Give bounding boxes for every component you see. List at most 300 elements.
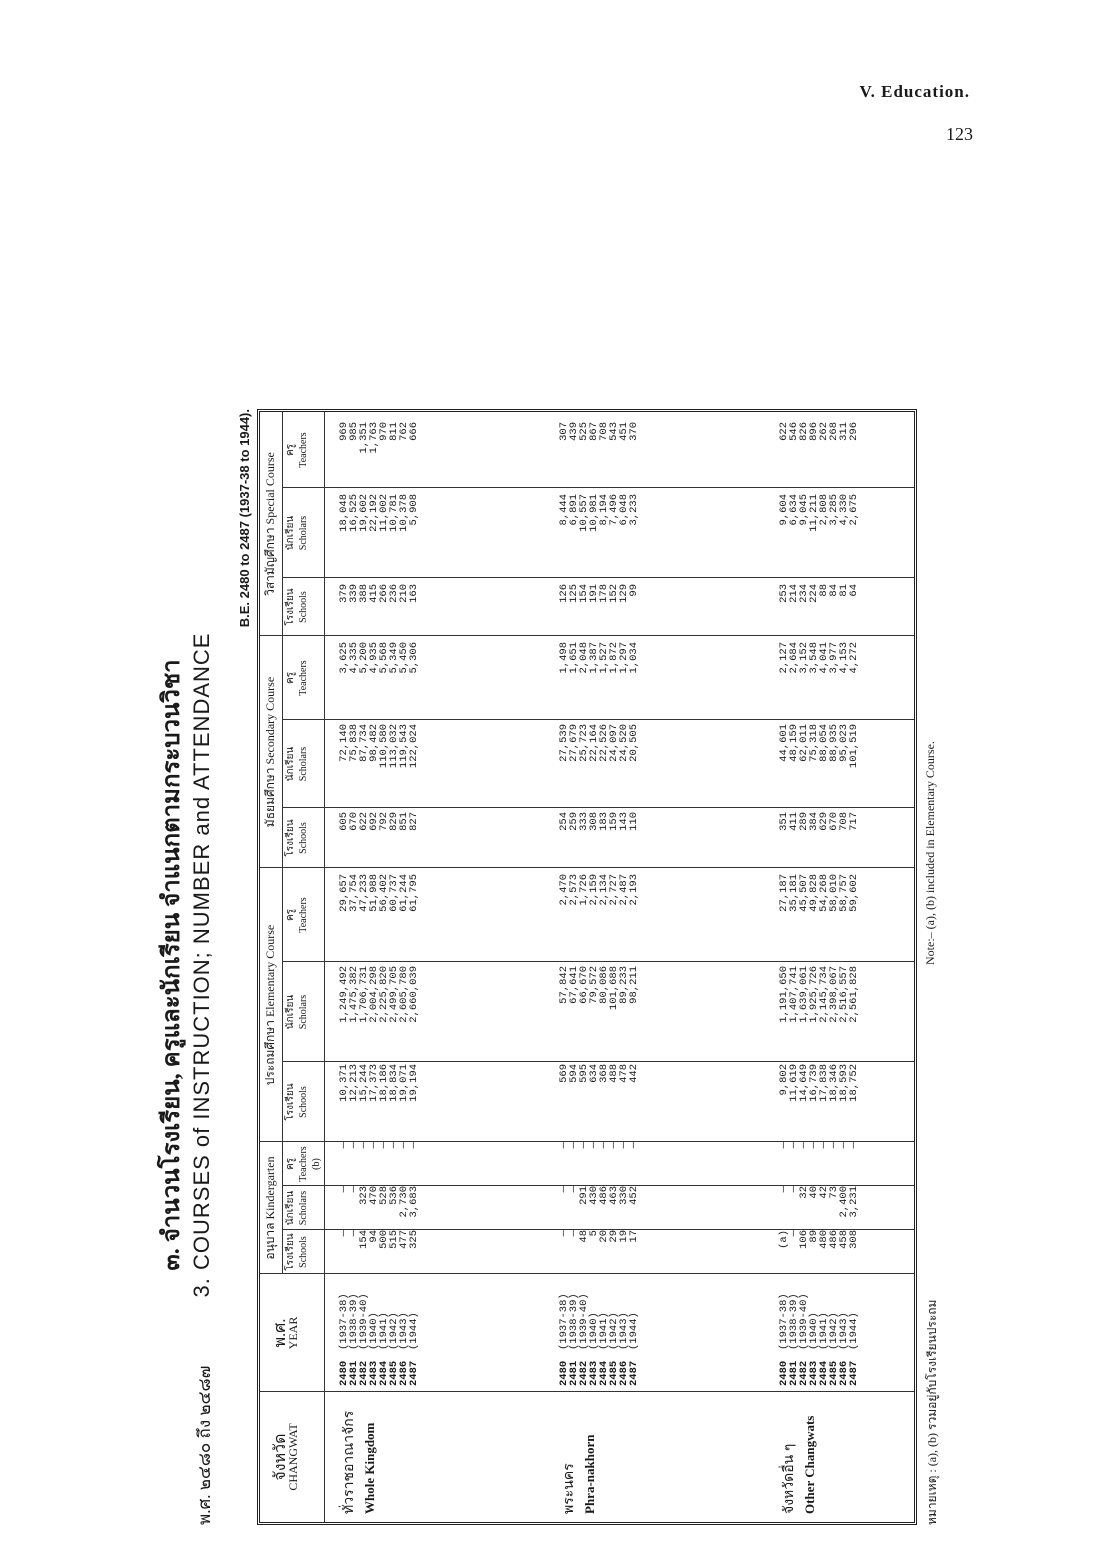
subhead-kg-scholars	[284, 1186, 310, 1230]
cell-se-schools: 259	[568, 812, 580, 831]
cell-el-teachers: 1,726	[578, 874, 590, 906]
cell-se-scholars: 87,734	[358, 724, 370, 762]
subhead-en: Schools	[298, 822, 309, 854]
cell-sp-schools: 99	[628, 584, 640, 597]
cell-kg-schools: 29	[608, 1230, 620, 1243]
cell-sp-teachers: 708	[598, 422, 610, 441]
cell-sp-schools: 152	[608, 584, 620, 603]
cell-kg-schools: 19	[618, 1230, 630, 1243]
cell-sp-teachers: 268	[828, 422, 840, 441]
group-name-th: พระนคร	[562, 1463, 577, 1514]
cell-sp-teachers: 1,351	[358, 422, 370, 454]
cell-se-teachers: 1,527	[598, 642, 610, 674]
cell-kg-schools: 94	[368, 1230, 380, 1243]
cell-el-scholars: 1,475,382	[348, 966, 360, 1023]
year-be: 2483	[368, 1360, 380, 1386]
cell-kg-scholars: —	[788, 1186, 800, 1193]
cell-el-scholars: 57,842	[558, 966, 570, 1004]
cell-sp-schools: 163	[408, 584, 420, 603]
cell-se-schools: 792	[378, 812, 390, 831]
subhead-kg-schools	[284, 1230, 310, 1274]
cell-kg-teachers: —	[358, 1142, 370, 1149]
col-special: วิสามัญศึกษา Special Course	[263, 452, 277, 596]
subhead-en: Scholars	[298, 994, 309, 1030]
cell-el-teachers: 2,470	[558, 874, 570, 906]
year-ad: (1938-39)	[568, 1293, 580, 1350]
cell-se-schools: 110	[628, 812, 640, 831]
cell-sp-scholars: 7,496	[608, 494, 620, 526]
cell-se-scholars: 62,011	[798, 724, 810, 762]
cell-el-scholars: 1,191,650	[778, 966, 790, 1023]
rotated-table-page	[159, 405, 955, 1525]
cell-se-scholars: 88,935	[828, 724, 840, 762]
cell-kg-teachers: —	[338, 1142, 350, 1149]
year-be: 2484	[598, 1360, 610, 1386]
cell-sp-scholars: 10,378	[398, 494, 410, 532]
cell-kg-schools: 106	[798, 1230, 810, 1249]
cell-kg-teachers: —	[788, 1142, 800, 1149]
cell-el-schools: 17,838	[818, 1064, 830, 1102]
col-changwat	[274, 1392, 300, 1522]
cell-el-teachers: 60,737	[388, 874, 400, 912]
cell-se-scholars: 95,023	[838, 724, 850, 762]
cell-kg-scholars: 32	[798, 1186, 810, 1199]
cell-el-scholars: 2,398,067	[828, 966, 840, 1023]
cell-sp-schools: 339	[348, 584, 360, 603]
year-ad: (1939-40)	[578, 1293, 590, 1350]
cell-se-scholars: 24,520	[618, 724, 630, 762]
cell-kg-schools: 5	[588, 1230, 600, 1237]
cell-kg-schools: —	[338, 1230, 350, 1237]
subhead-th: ครู	[285, 1157, 296, 1171]
year-be: 2485	[388, 1360, 400, 1386]
cell-kg-teachers: —	[378, 1142, 390, 1149]
cell-kg-scholars: 3,683	[408, 1186, 420, 1218]
year-be: 2482	[798, 1360, 810, 1386]
cell-kg-scholars: 2,730	[398, 1186, 410, 1218]
cell-el-schools: 10,371	[338, 1064, 350, 1102]
footnote-thai: หมายเหตุ : (a), (b) รวมอยู่กับโรงเรียนประถม	[925, 1299, 939, 1525]
cell-se-schools: 605	[338, 812, 350, 831]
year-ad: (1939-40)	[358, 1293, 370, 1350]
cell-kg-scholars: 463	[608, 1186, 620, 1205]
col-year-th: พ.ศ.	[272, 1318, 289, 1348]
cell-sp-schools: 379	[338, 584, 350, 603]
cell-el-teachers: 2,727	[608, 874, 620, 906]
cell-se-teachers: 1,872	[608, 642, 620, 674]
cell-sp-schools: 388	[358, 584, 370, 603]
cell-kg-teachers: —	[348, 1142, 360, 1149]
cell-kg-scholars: 486	[598, 1186, 610, 1205]
cell-sp-teachers: 826	[798, 422, 810, 441]
year-ad: (1939-40)	[798, 1293, 810, 1350]
cell-sp-teachers: 762	[398, 422, 410, 441]
cell-se-teachers: 2,684	[788, 642, 800, 674]
cell-se-scholars: 27,539	[558, 724, 570, 762]
subhead-b: (b)	[311, 1158, 322, 1170]
cell-el-schools: 634	[588, 1064, 600, 1083]
cell-el-teachers: 27,187	[778, 874, 790, 912]
cell-kg-teachers: —	[828, 1142, 840, 1149]
cell-sp-schools: 88	[818, 584, 830, 597]
cell-sp-scholars: 22,192	[368, 494, 380, 532]
cell-sp-scholars: 16,525	[348, 494, 360, 532]
year-be: 2483	[588, 1360, 600, 1386]
cell-el-schools: 14,649	[798, 1064, 810, 1102]
cell-kg-teachers: —	[398, 1142, 410, 1149]
cell-kg-scholars: 291	[578, 1186, 590, 1205]
cell-el-scholars: 2,561,828	[848, 966, 860, 1023]
cell-sp-schools: 191	[588, 584, 600, 603]
title-thai: ๓. จำนวนโรงเรียน, ครูและนักเรียน จำแนกตามกระบวนวิชา	[159, 659, 185, 1271]
cell-sp-scholars: 8,444	[558, 494, 570, 526]
cell-kg-schools: 154	[358, 1230, 370, 1249]
cell-sp-teachers: 666	[408, 422, 420, 441]
cell-el-teachers: 56,402	[378, 874, 390, 912]
cell-el-teachers: 51,988	[368, 874, 380, 912]
cell-kg-teachers: —	[628, 1142, 640, 1149]
cell-el-scholars: 2,605,780	[398, 966, 410, 1023]
cell-el-schools: 16,739	[808, 1064, 820, 1102]
cell-el-schools: 19,071	[398, 1064, 410, 1102]
cell-sp-teachers: 307	[558, 422, 570, 441]
year-be: 2485	[828, 1360, 840, 1386]
cell-se-teachers: 4,272	[848, 642, 860, 674]
cell-kg-schools: 89	[808, 1230, 820, 1243]
subhead-sp-teachers	[284, 412, 310, 488]
year-ad: (1943)	[618, 1312, 630, 1350]
cell-el-schools: 478	[618, 1064, 630, 1083]
cell-el-scholars: 89,233	[618, 966, 630, 1004]
cell-kg-scholars: 40	[808, 1186, 820, 1199]
year-be: 2482	[358, 1360, 370, 1386]
cell-el-schools: 18,834	[388, 1064, 400, 1102]
cell-kg-schools: 500	[378, 1230, 390, 1249]
cell-se-scholars: 44,601	[778, 724, 790, 762]
cell-sp-schools: 234	[798, 584, 810, 603]
cell-el-schools: 594	[568, 1064, 580, 1083]
cell-el-teachers: 61,244	[398, 874, 410, 912]
cell-se-schools: 289	[798, 812, 810, 831]
cell-sp-teachers: 867	[588, 422, 600, 441]
cell-el-schools: 15,244	[358, 1064, 370, 1102]
cell-el-schools: 18,186	[378, 1064, 390, 1102]
cell-kg-scholars: —	[338, 1186, 350, 1193]
cell-kg-scholars: 3,231	[848, 1186, 860, 1218]
cell-se-schools: 333	[578, 812, 590, 831]
cell-el-schools: 17,373	[368, 1064, 380, 1102]
subhead-th: โรงเรียน	[285, 1083, 296, 1121]
year-be: 2481	[348, 1360, 360, 1386]
year-ad: (1938-39)	[788, 1293, 800, 1350]
col-changwat-en: CHANGWAT	[286, 1423, 300, 1491]
year-be: 2481	[568, 1360, 580, 1386]
cell-se-teachers: 4,335	[348, 642, 360, 674]
cell-sp-schools: 154	[578, 584, 590, 603]
year-range-english: B.E. 2480 to 2487 (1937-38 to 1944).	[237, 409, 252, 628]
year-be: 2486	[838, 1360, 850, 1386]
cell-se-schools: 411	[788, 812, 800, 831]
cell-el-scholars: 98,211	[628, 966, 640, 1004]
cell-se-scholars: 75,318	[808, 724, 820, 762]
subhead-kg-teachers	[284, 1142, 323, 1186]
subhead-en: Teachers	[298, 660, 309, 696]
year-be: 2487	[628, 1360, 640, 1386]
cell-se-schools: 351	[778, 812, 790, 831]
cell-el-scholars: 101,688	[608, 966, 620, 1011]
cell-kg-scholars: 470	[368, 1186, 380, 1205]
cell-se-teachers: 5,306	[408, 642, 420, 674]
year-be: 2480	[338, 1360, 350, 1386]
subhead-th: ครู	[285, 908, 296, 922]
cell-sp-scholars: 2,675	[848, 494, 860, 526]
cell-se-teachers: 1,297	[618, 642, 630, 674]
cell-sp-scholars: 9,604	[778, 494, 790, 526]
cell-sp-schools: 214	[788, 584, 800, 603]
cell-se-teachers: 1,651	[568, 642, 580, 674]
year-be: 2485	[608, 1360, 620, 1386]
cell-kg-teachers: —	[568, 1142, 580, 1149]
cell-se-schools: 143	[618, 812, 630, 831]
cell-el-teachers: 35,181	[788, 874, 800, 912]
cell-se-scholars: 98,482	[368, 724, 380, 762]
cell-kg-teachers: —	[578, 1142, 590, 1149]
col-kindergarten: อนุบาล Kindergarten	[263, 1156, 277, 1260]
cell-sp-teachers: 439	[568, 422, 580, 441]
subhead-th: นักเรียน	[285, 515, 296, 551]
subhead-en: Schools	[298, 1086, 309, 1118]
cell-se-scholars: 22,164	[588, 724, 600, 762]
year-range-thai: พ.ศ. ๒๔๘๐ ถึง ๒๔๘๗	[195, 1365, 214, 1525]
cell-kg-scholars: 330	[618, 1186, 630, 1205]
col-changwat-th: จังหวัด	[272, 1433, 289, 1481]
cell-el-schools: 442	[628, 1064, 640, 1083]
cell-se-scholars: 48,159	[788, 724, 800, 762]
cell-se-schools: 308	[588, 812, 600, 831]
cell-sp-scholars: 18,048	[338, 494, 350, 532]
cell-sp-schools: 266	[378, 584, 390, 603]
cell-kg-scholars: 42	[818, 1186, 830, 1199]
cell-sp-scholars: 6,891	[568, 494, 580, 526]
cell-kg-scholars: —	[568, 1186, 580, 1193]
cell-sp-scholars: 11,211	[808, 494, 820, 532]
cell-el-teachers: 49,828	[808, 874, 820, 912]
subhead-en: Schools	[298, 591, 309, 623]
cell-sp-teachers: 311	[838, 422, 850, 441]
cell-kg-schools: 308	[848, 1230, 860, 1249]
cell-kg-teachers: —	[598, 1142, 610, 1149]
cell-se-teachers: 1,387	[588, 642, 600, 674]
year-ad: (1942)	[388, 1312, 400, 1350]
col-elementary: ประถมศึกษา Elementary Course	[263, 924, 277, 1086]
cell-kg-scholars: 323	[358, 1186, 370, 1205]
cell-kg-scholars: 2,400	[838, 1186, 850, 1218]
year-ad: (1941)	[818, 1312, 830, 1350]
cell-el-teachers: 54,268	[818, 874, 830, 912]
year-ad: (1941)	[378, 1312, 390, 1350]
cell-el-scholars: 79,572	[588, 966, 600, 1004]
cell-se-scholars: 27,679	[568, 724, 580, 762]
subhead-en: Scholars	[298, 746, 309, 782]
subhead-sp-scholars	[284, 488, 310, 578]
cell-sp-schools: 236	[388, 584, 400, 603]
year-be: 2484	[378, 1360, 390, 1386]
cell-kg-teachers: —	[778, 1142, 790, 1149]
cell-el-schools: 19,194	[408, 1064, 420, 1102]
cell-kg-teachers: —	[368, 1142, 380, 1149]
cell-el-scholars: 2,499,705	[388, 966, 400, 1023]
cell-sp-scholars: 6,634	[788, 494, 800, 526]
cell-kg-teachers: —	[388, 1142, 400, 1149]
cell-el-scholars: 1,639,061	[798, 966, 810, 1023]
cell-el-teachers: 59,602	[848, 874, 860, 912]
year-ad: (1940)	[368, 1312, 380, 1350]
cell-sp-teachers: 970	[378, 422, 390, 441]
cell-sp-scholars: 5,908	[408, 494, 420, 526]
cell-sp-schools: 415	[368, 584, 380, 603]
cell-se-teachers: 2,127	[778, 642, 790, 674]
cell-sp-scholars: 10,557	[578, 494, 590, 532]
cell-sp-schools: 84	[828, 584, 840, 597]
cell-sp-schools: 64	[848, 584, 860, 597]
subhead-el-teachers	[284, 868, 310, 962]
cell-sp-schools: 126	[558, 584, 570, 603]
cell-kg-teachers: —	[838, 1142, 850, 1149]
cell-kg-scholars: 452	[628, 1186, 640, 1205]
cell-se-teachers: 5,200	[358, 642, 370, 674]
cell-se-scholars: 20,505	[628, 724, 640, 762]
cell-el-teachers: 61,795	[408, 874, 420, 912]
cell-se-schools: 159	[608, 812, 620, 831]
subhead-th: ครู	[285, 443, 296, 457]
cell-el-teachers: 2,134	[598, 874, 610, 906]
cell-kg-schools: 486	[828, 1230, 840, 1249]
year-ad: (1937-38)	[558, 1293, 570, 1350]
cell-se-schools: 717	[848, 812, 860, 831]
cell-kg-scholars: —	[778, 1186, 790, 1193]
cell-kg-schools: 477	[398, 1230, 410, 1249]
cell-el-scholars: 1,925,726	[808, 966, 820, 1023]
year-ad: (1943)	[398, 1312, 410, 1350]
cell-el-schools: 569	[558, 1064, 570, 1083]
section-header: V. Education.	[859, 82, 970, 101]
cell-el-schools: 488	[608, 1064, 620, 1083]
year-be: 2486	[398, 1360, 410, 1386]
cell-el-teachers: 2,159	[588, 874, 600, 906]
year-ad: (1940)	[588, 1312, 600, 1350]
footnote-english: Note:– (a), (b) included in Elementary Course.	[923, 741, 937, 965]
cell-se-teachers: 3,548	[808, 642, 820, 674]
cell-sp-scholars: 19,602	[358, 494, 370, 532]
cell-el-schools: 11,619	[788, 1064, 800, 1102]
page-number: 123	[946, 124, 973, 144]
cell-el-scholars: 1,706,731	[358, 966, 370, 1023]
title-english: 3. COURSES of INSTRUCTION; NUMBER and ATTENDANCE	[189, 632, 214, 1298]
cell-se-scholars: 22,526	[598, 724, 610, 762]
cell-el-teachers: 37,754	[348, 874, 360, 912]
cell-el-scholars: 67,641	[568, 966, 580, 1004]
year-be: 2482	[578, 1360, 590, 1386]
cell-se-schools: 629	[818, 812, 830, 831]
cell-sp-schools: 129	[618, 584, 630, 603]
cell-kg-teachers: —	[558, 1142, 570, 1149]
cell-el-scholars: 2,004,298	[368, 966, 380, 1023]
cell-se-schools: 708	[838, 812, 850, 831]
cell-kg-schools: (a)	[778, 1230, 790, 1249]
cell-se-teachers: 4,153	[838, 642, 850, 674]
cell-el-teachers: 2,573	[568, 874, 580, 906]
cell-se-scholars: 72,140	[338, 724, 350, 762]
year-ad: (1942)	[828, 1312, 840, 1350]
cell-sp-scholars: 9,045	[798, 494, 810, 526]
cell-sp-schools: 81	[838, 584, 850, 597]
cell-sp-scholars: 2,808	[818, 494, 830, 526]
cell-el-schools: 368	[598, 1064, 610, 1083]
year-be: 2484	[818, 1360, 830, 1386]
cell-se-schools: 622	[358, 812, 370, 831]
cell-sp-teachers: 370	[628, 422, 640, 441]
subhead-en: Teachers	[298, 432, 309, 468]
cell-se-schools: 670	[828, 812, 840, 831]
year-ad: (1942)	[608, 1312, 620, 1350]
cell-sp-schools: 178	[598, 584, 610, 603]
year-be: 2483	[808, 1360, 820, 1386]
cell-kg-schools: 458	[838, 1230, 850, 1249]
year-ad: (1938-39)	[348, 1293, 360, 1350]
cell-sp-scholars: 11,002	[378, 494, 390, 532]
year-be: 2481	[788, 1360, 800, 1386]
cell-se-schools: 670	[348, 812, 360, 831]
cell-se-teachers: 1,034	[628, 642, 640, 674]
cell-sp-schools: 253	[778, 584, 790, 603]
group-name-th: จังหวัดอื่น ๆ	[782, 1443, 797, 1514]
cell-se-schools: 183	[598, 812, 610, 831]
cell-sp-scholars: 6,048	[618, 494, 630, 526]
cell-el-scholars: 1,407,741	[788, 966, 800, 1023]
cell-se-scholars: 122,024	[408, 724, 420, 769]
cell-kg-schools: —	[348, 1230, 360, 1237]
year-ad: (1943)	[838, 1312, 850, 1350]
cell-se-teachers: 5,568	[378, 642, 390, 674]
cell-se-teachers: 2,048	[578, 642, 590, 674]
cell-el-schools: 9,802	[778, 1064, 790, 1096]
subhead-th: นักเรียน	[285, 1190, 296, 1226]
cell-kg-schools: —	[568, 1230, 580, 1237]
cell-se-teachers: 3,152	[798, 642, 810, 674]
cell-el-schools: 18,346	[828, 1064, 840, 1102]
year-be: 2487	[408, 1360, 420, 1386]
subhead-th: ครู	[285, 671, 296, 685]
col-year	[274, 1274, 300, 1392]
cell-se-teachers: 4,935	[368, 642, 380, 674]
year-ad: (1944)	[628, 1312, 640, 1350]
cell-el-scholars: 2,145,734	[818, 966, 830, 1023]
cell-el-scholars: 2,660,039	[408, 966, 420, 1023]
cell-el-teachers: 2,487	[618, 874, 630, 906]
cell-se-scholars: 75,838	[348, 724, 360, 762]
cell-kg-scholars: 73	[828, 1186, 840, 1199]
cell-se-schools: 851	[398, 812, 410, 831]
cell-sp-teachers: 985	[348, 422, 360, 441]
subhead-en: Schools	[298, 1236, 309, 1268]
cell-el-teachers: 58,010	[828, 874, 840, 912]
subhead-th: นักเรียน	[285, 746, 296, 782]
subhead-en: Teachers	[298, 1146, 309, 1182]
year-be: 2487	[848, 1360, 860, 1386]
cell-sp-schools: 210	[398, 584, 410, 603]
group-name-en: Whole Kingdom	[362, 1422, 377, 1514]
cell-sp-scholars: 3,233	[628, 494, 640, 526]
